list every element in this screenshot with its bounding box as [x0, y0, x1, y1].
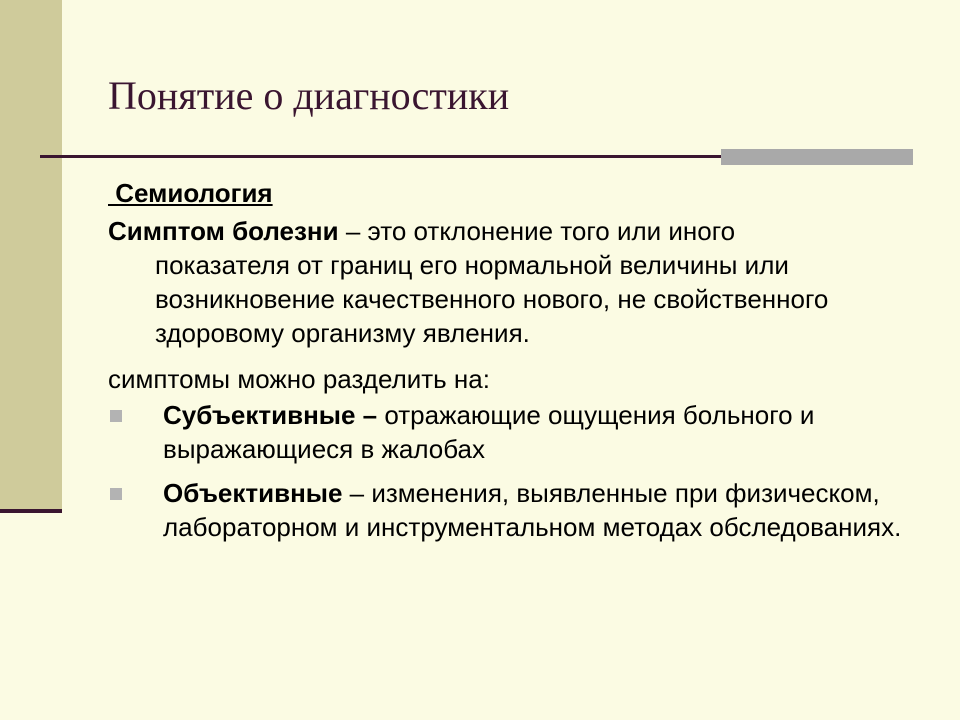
bullet-term: Субъективные – [163, 400, 378, 430]
left-accent-bar [0, 0, 62, 512]
bullet-description: отражающие ощущения больного и выражающиеся в жалобах [163, 400, 815, 464]
definition-continuation: показателя от границ его нормальной величины или возникновение качественного нового, не свойственного здоровому организму явления. [155, 250, 829, 348]
square-bullet-icon [110, 410, 122, 422]
title-divider-accent [721, 149, 913, 165]
intro-text: симптомы можно разделить на: [108, 364, 490, 394]
bullet-text [163, 476, 908, 544]
bullet-term: Объективные [163, 478, 343, 508]
definition-first-line: – это отклонение того или иного [338, 216, 736, 246]
bullet-item-objective [108, 476, 908, 544]
bullet-item-subjective [108, 398, 908, 466]
left-accent-line [0, 509, 62, 513]
bullet-text [163, 398, 908, 466]
slide-title: Понятие о диагностики [108, 73, 510, 118]
bullet-description: – изменения, выявленные при физическом, лабораторном и инструментальном методах обследованиях. [163, 478, 902, 542]
definition-paragraph [108, 214, 898, 350]
definition-term: Симптом болезни [108, 216, 339, 246]
square-bullet-icon [110, 488, 122, 500]
section-subtitle: Семиология [108, 178, 273, 208]
title-divider [40, 155, 760, 158]
